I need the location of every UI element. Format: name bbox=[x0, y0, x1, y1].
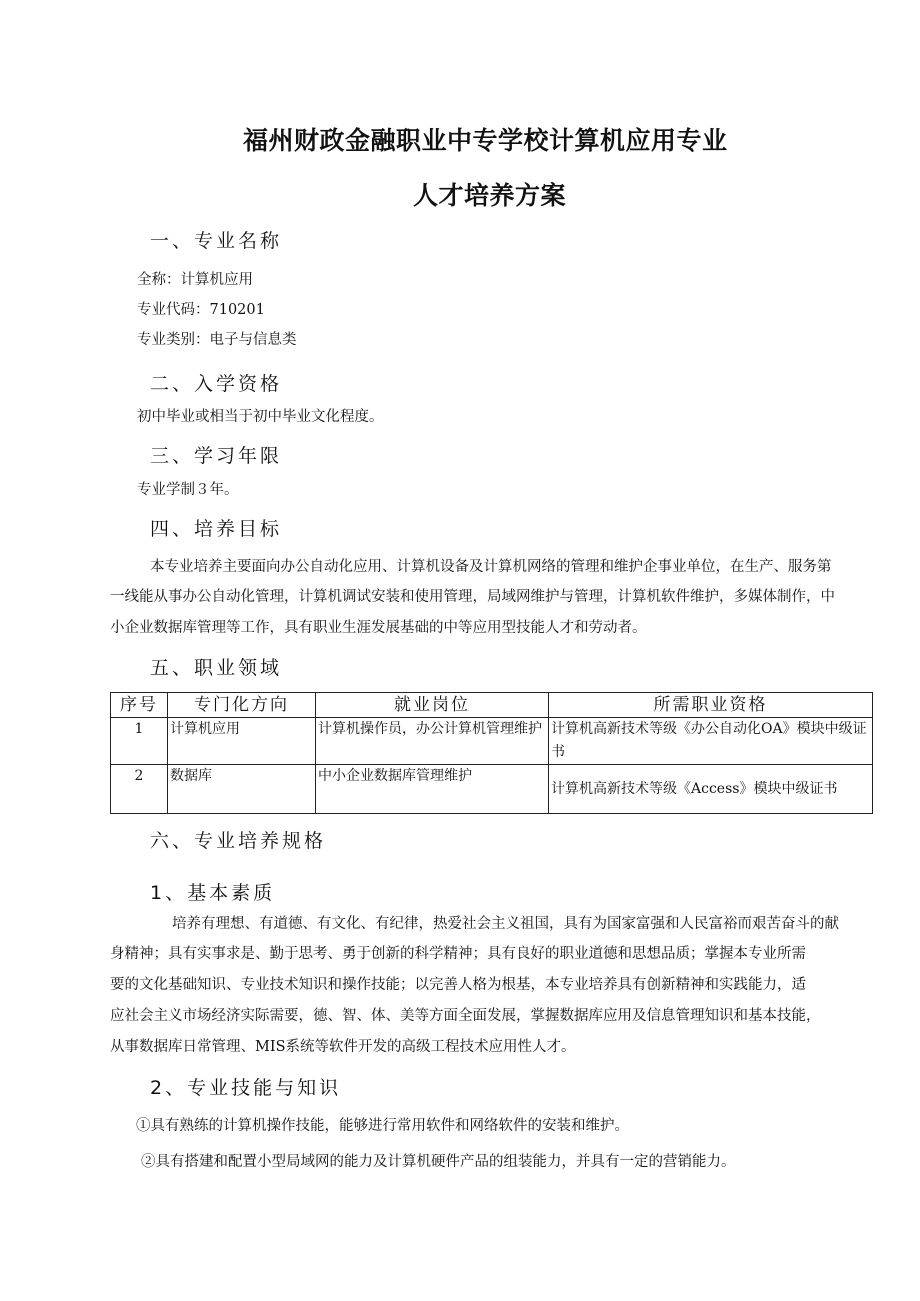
cell-cert: 计算机高新技术等级《Access》模块中级证书 bbox=[549, 765, 873, 814]
cell-job: 计算机操作员，办公计算机管理维护 bbox=[316, 718, 549, 765]
duration-text: 专业学制３年。 bbox=[137, 482, 239, 498]
column-header-no: 序号 bbox=[111, 693, 168, 718]
objectives-line: 本专业培养主要面向办公自动化应用、计算机设备及计算机网络的管理和维护企事业单位，在生产、服务第 bbox=[150, 559, 832, 575]
table-row bbox=[111, 765, 873, 814]
table-header-row bbox=[111, 693, 873, 718]
admission-text: 初中毕业或相当于初中毕业文化程度。 bbox=[137, 409, 384, 425]
cell-direction: 计算机应用 bbox=[168, 718, 316, 765]
basic-quality-line: 从事数据库日常管理、MIS系统等软件开发的高级工程技术应用性人才。 bbox=[110, 1039, 576, 1055]
column-header-direction: 专门化方向 bbox=[168, 693, 316, 718]
section-heading-career-field: 五、职业领域 bbox=[150, 657, 283, 679]
document-title-line1: 福州财政金融职业中专学校计算机应用专业 bbox=[243, 126, 728, 155]
cell-job: 中小企业数据库管理维护 bbox=[316, 765, 549, 814]
major-category: 专业类别：电子与信息类 bbox=[137, 332, 297, 348]
section-heading-objectives: 四、培养目标 bbox=[150, 518, 283, 540]
cell-direction: 数据库 bbox=[168, 765, 316, 814]
section-heading-admission: 二、入学资格 bbox=[150, 373, 283, 395]
basic-quality-line: 身精神；具有实事求是、勤于思考、勇于创新的科学精神；具有良好的职业道德和思想品质；掌握本专业所需 bbox=[110, 946, 806, 962]
section-heading-duration: 三、学习年限 bbox=[150, 445, 283, 467]
section-heading-major-name: 一、专业名称 bbox=[150, 230, 283, 252]
career-field-table bbox=[110, 692, 873, 814]
objectives-line: 小企业数据库管理等工作，具有职业生涯发展基础的中等应用型技能人才和劳动者。 bbox=[110, 620, 647, 636]
document-title-line2: 人才培养方案 bbox=[413, 181, 567, 210]
basic-quality-line: 要的文化基础知识、专业技术知识和操作技能；以完善人格为根基，本专业培养具有创新精神和实践能力，适 bbox=[110, 977, 806, 993]
column-header-job: 就业岗位 bbox=[316, 693, 549, 718]
subsection-heading-skills: 2、专业技能与知识 bbox=[150, 1077, 342, 1099]
table-row bbox=[111, 718, 873, 765]
basic-quality-line: 应社会主义市场经济实际需要，德、智、体、美等方面全面发展，掌握数据库应用及信息管理知识和基本技能， bbox=[110, 1008, 821, 1024]
cell-no: 1 bbox=[111, 718, 168, 765]
skills-item: ①具有熟练的计算机操作技能，能够进行常用软件和网络软件的安装和维护。 bbox=[136, 1118, 629, 1134]
major-code: 专业代码：710201 bbox=[137, 302, 265, 318]
subsection-heading-basic-quality: 1、基本素质 bbox=[150, 882, 276, 904]
section-heading-specifications: 六、专业培养规格 bbox=[150, 830, 327, 852]
cell-no: 2 bbox=[111, 765, 168, 814]
objectives-line: 一线能从事办公自动化管理，计算机调试安装和使用管理，局域网维护与管理，计算机软件维护，多媒体制作，中 bbox=[110, 589, 835, 605]
major-full-name: 全称：计算机应用 bbox=[137, 272, 253, 288]
skills-item: ②具有搭建和配置小型局域网的能力及计算机硬件产品的组装能力，并具有一定的营销能力。 bbox=[141, 1154, 736, 1170]
basic-quality-line: 培养有理想、有道德、有文化、有纪律，热爱社会主义祖国，具有为国家富强和人民富裕而艰苦奋斗的献 bbox=[172, 916, 839, 932]
column-header-cert: 所需职业资格 bbox=[549, 693, 873, 718]
cell-cert: 计算机高新技术等级《办公自动化OA》模块中级证书 bbox=[549, 718, 873, 765]
